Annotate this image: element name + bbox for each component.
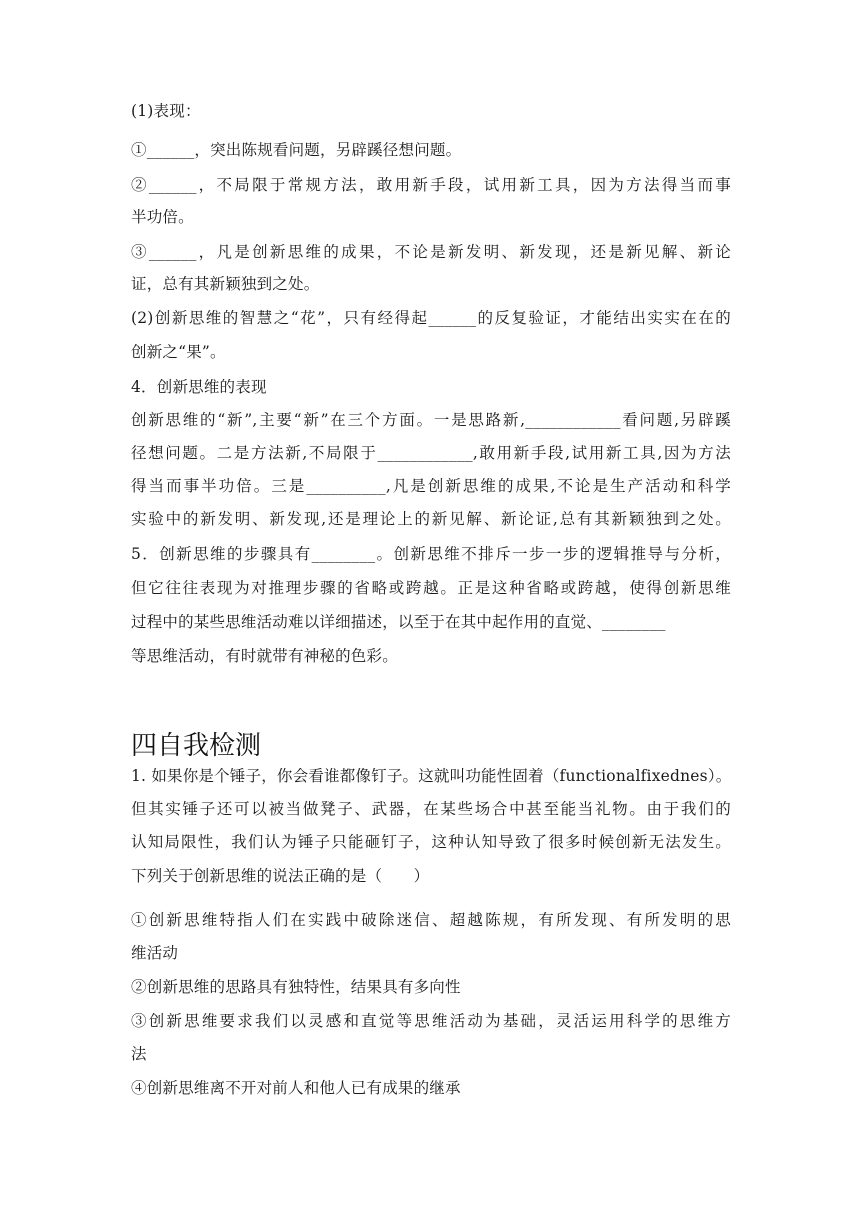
section-heading-self-check: 四自我检测 <box>131 731 262 761</box>
question-4-line-4: 实验中的新发明、新发现,还是理论上的新见解、新论证,总有其新颖独到之处。 <box>131 510 731 528</box>
option-3-line-2: 法 <box>131 1045 147 1063</box>
option-4: ④创新思维离不开对前人和他人已有成果的继承 <box>131 1079 461 1097</box>
option-2: ②创新思维的思路具有独特性，结果具有多向性 <box>131 978 461 996</box>
performance-item-2-line-2: 半功倍。 <box>131 208 194 226</box>
option-1-line-2: 维活动 <box>131 944 179 962</box>
question-5-line-4: 等思维活动，有时就带有神秘的色彩。 <box>131 647 398 665</box>
question-4-title: 4．创新思维的表现 <box>131 378 267 396</box>
question-5-line-1: 5．创新思维的步骤具有________。创新思维不排斥一步一步的逻辑推导与分析， <box>131 545 731 563</box>
performance-item-3-line-1: ③______，凡是创新思维的成果，不论是新发明、新发现，还是新见解、新论 <box>131 243 731 261</box>
option-1-line-1: ①创新思维特指人们在实践中破除迷信、超越陈规，有所发现、有所发明的思 <box>131 911 731 929</box>
performance-item-3-line-2: 证，总有其新颖独到之处。 <box>131 275 320 293</box>
question-5-line-3: 过程中的某些思维活动难以详细描述，以至于在其中起作用的直觉、________ <box>131 613 666 631</box>
question-5-line-2: 但它往往表现为对推理步骤的省略或跨越。正是这种省略或跨越，使得创新思维 <box>131 579 731 597</box>
performance-item-2-line-1: ②______，不局限于常规方法，敢用新手段，试用新工具，因为方法得当而事 <box>131 176 731 194</box>
question-4-line-2: 径想问题。二是方法新,不局限于____________,敢用新手段,试用新工具,因为方法 <box>131 444 731 462</box>
wisdom-flower-line-2: 创新之“果”。 <box>131 343 226 361</box>
option-3-line-1: ③创新思维要求我们以灵感和直觉等思维活动为基础，灵活运用科学的思维方 <box>131 1012 731 1030</box>
self-check-q1-line-1: 1. 如果你是个锤子，你会看谁都像钉子。这就叫功能性固着（functionalfixednes）。 <box>131 767 732 785</box>
question-4-line-3: 得当而事半功倍。三是__________,凡是创新思维的成果,不论是生产活动和科学 <box>131 477 731 495</box>
self-check-q1-line-2: 但其实锤子还可以被当做凳子、武器，在某些场合中甚至能当礼物。由于我们的 <box>131 800 731 818</box>
question-4-line-1: 创新思维的“新”,主要“新”在三个方面。一是思路新,____________看问题,另辟蹊 <box>131 411 731 429</box>
performance-item-1: ①______，突出陈规看问题，另辟蹊径想问题。 <box>131 141 462 159</box>
wisdom-flower-line-1: (2)创新思维的智慧之“花”，只有经得起______的反复验证，才能结出实实在在的 <box>131 309 731 327</box>
self-check-q1-line-3: 认知局限性，我们认为锤子只能砸钉子，这种认知导致了很多时候创新无法发生。 <box>131 833 731 851</box>
self-check-q1-stem: 下列关于创新思维的说法正确的是（ ） <box>131 867 430 885</box>
performance-label: (1)表现： <box>131 102 201 120</box>
